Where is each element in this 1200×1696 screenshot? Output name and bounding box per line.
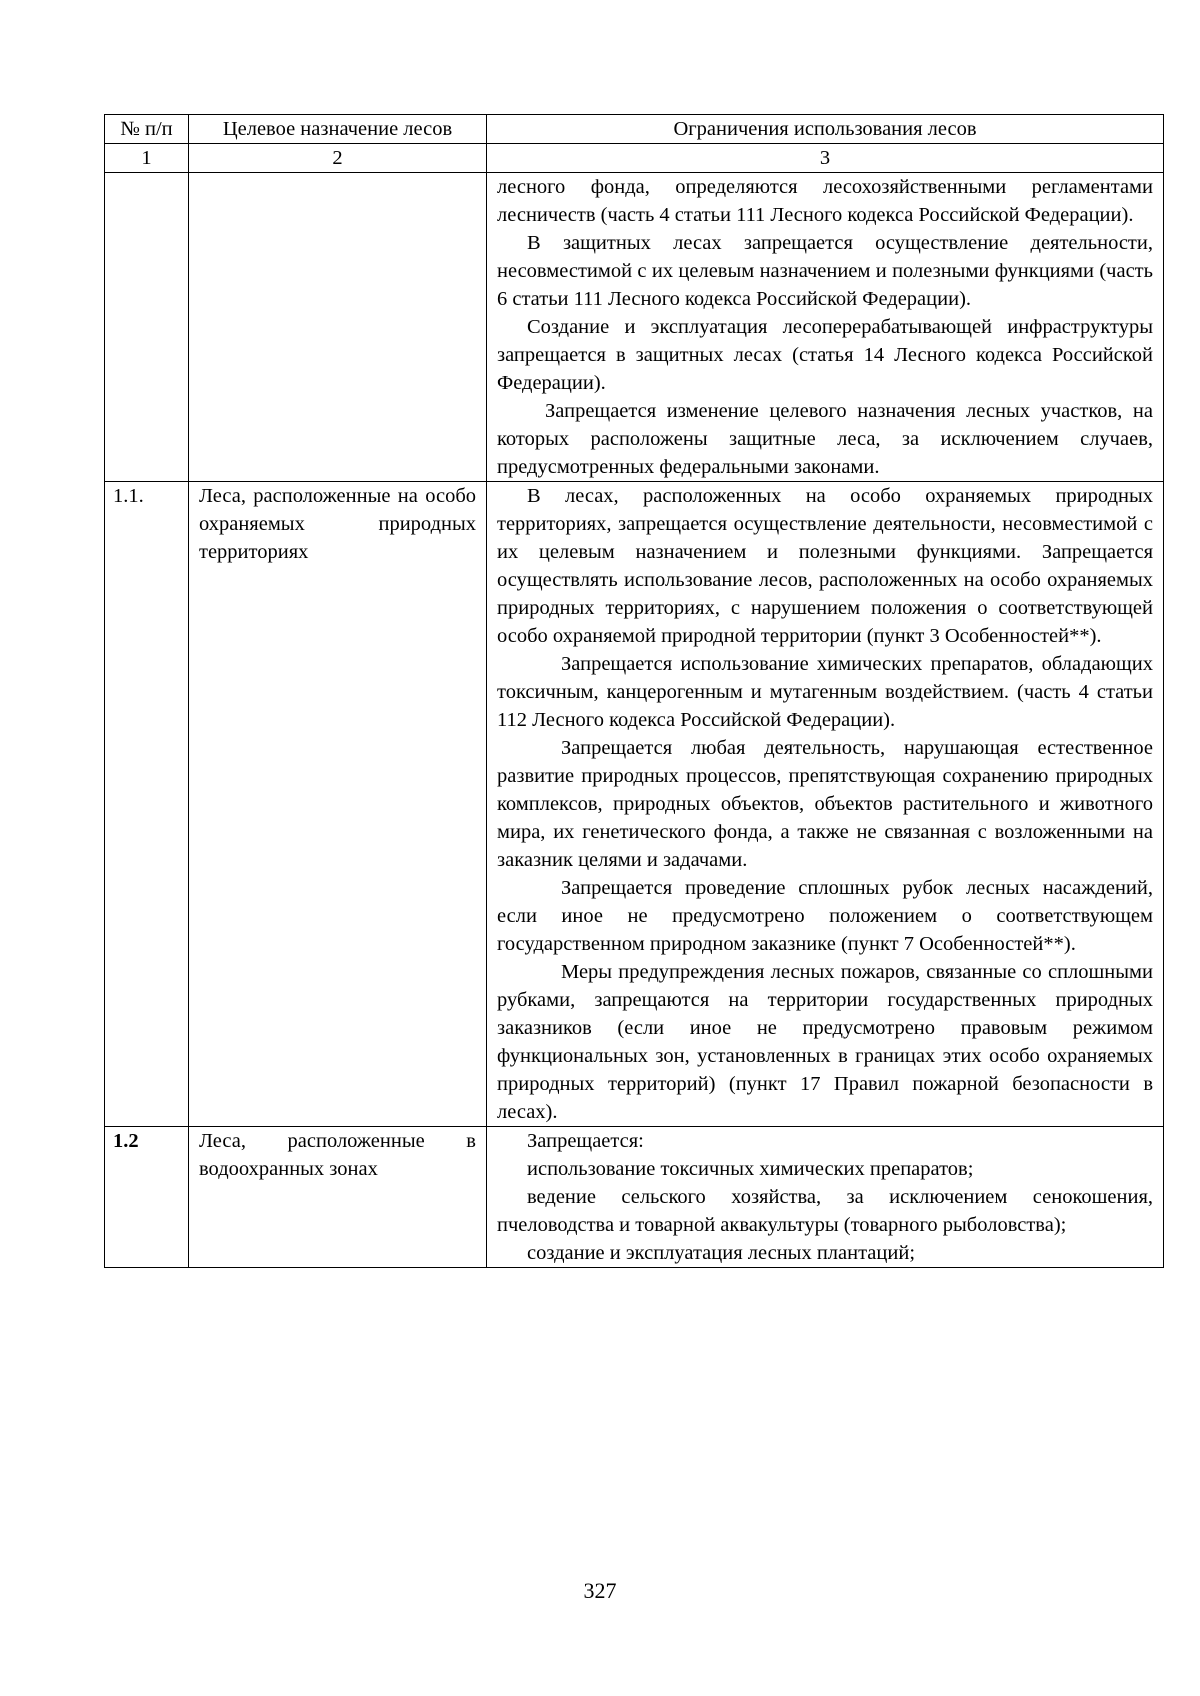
header-restrictions: Ограничения использования лесов	[487, 115, 1164, 144]
restriction-paragraph: Запрещается проведение сплошных рубок лесных насаждений, если иное не предусмотрено положением о соответствующем государственном природном заказнике (пункт 7 Особенностей**).	[497, 877, 1153, 955]
table-row	[105, 1127, 1164, 1268]
row-restrictions	[487, 482, 1164, 1127]
row-purpose	[189, 482, 487, 1127]
column-number-1: 1	[105, 144, 189, 173]
restriction-paragraph: В лесах, расположенных на особо охраняемых природных территориях, запрещается осуществление деятельности, несовместимой с их целевым назначением и полезными функциями. Запрещается осуществлять использование лесов, расположенных на особо охраняемых природных территориях, с нарушением положения о соответствующей особо охраняемой природной территории (пункт 3 Особенностей**).	[497, 485, 1153, 647]
header-purpose: Целевое назначение лесов	[189, 115, 487, 144]
table-row	[105, 173, 1164, 482]
restriction-paragraph: Запрещается:	[527, 1130, 644, 1152]
row-restrictions	[487, 1127, 1164, 1268]
column-number-2: 2	[189, 144, 487, 173]
restriction-paragraph: Запрещается изменение целевого назначения лесных участков, на которых расположены защитные леса, за исключением случаев, предусмотренных федеральными законами.	[497, 400, 1153, 478]
restriction-paragraph: В защитных лесах запрещается осуществление деятельности, несовместимой с их целевым назначением и полезными функциями (часть 6 статьи 111 Лесного кодекса Российской Федерации).	[497, 232, 1153, 310]
row-purpose	[189, 1127, 487, 1268]
page-number: 327	[583, 1578, 617, 1603]
row-number: 1.1.	[105, 482, 189, 1127]
header-number: № п/п	[105, 115, 189, 144]
table-header-row	[105, 115, 1164, 144]
restriction-paragraph: создание и эксплуатация лесных плантаций;	[527, 1242, 916, 1264]
restrictions-table	[104, 114, 1164, 1268]
purpose-text: Леса, расположенные в водоохранных зонах	[199, 1130, 476, 1180]
row-number	[105, 173, 189, 482]
column-numbers-row	[105, 144, 1164, 173]
table-row	[105, 482, 1164, 1127]
restriction-paragraph: использование токсичных химических препаратов;	[527, 1158, 974, 1180]
restriction-paragraph: Меры предупреждения лесных пожаров, связанные со сплошными рубками, запрещаются на территории государственных природных заказников (если иное не предусмотрено правовым режимом функциональных зон, установленных в границах этих особо охраняемых природных территорий) (пункт 17 Правил пожарной безопасности в лесах).	[497, 961, 1153, 1123]
row-restrictions	[487, 173, 1164, 482]
restriction-paragraph: Создание и эксплуатация лесоперерабатывающей инфраструктуры запрещается в защитных лесах (статья 14 Лесного кодекса Российской Федерации).	[497, 316, 1153, 394]
restriction-paragraph: ведение сельского хозяйства, за исключением сенокошения, пчеловодства и товарной аквакультуры (товарного рыболовства);	[497, 1186, 1153, 1236]
purpose-text: Леса, расположенные на особо охраняемых природных территориях	[199, 485, 476, 563]
restriction-paragraph: Запрещается любая деятельность, нарушающая естественное развитие природных процессов, препятствующая сохранению природных комплексов, природных объектов, объектов растительного и животного мира, их генетического фонда, а также не связанная с возложенными на заказник целями и задачами.	[497, 737, 1153, 871]
restriction-paragraph: Запрещается использование химических препаратов, обладающих токсичным, канцерогенным и мутагенным воздействием. (часть 4 статьи 112 Лесного кодекса Российской Федерации).	[497, 653, 1153, 731]
restriction-paragraph: лесного фонда, определяются лесохозяйственными регламентами лесничеств (часть 4 статьи 111 Лесного кодекса Российской Федерации).	[497, 176, 1153, 226]
column-number-3: 3	[487, 144, 1164, 173]
row-number: 1.2	[105, 1127, 189, 1268]
row-purpose	[189, 173, 487, 482]
